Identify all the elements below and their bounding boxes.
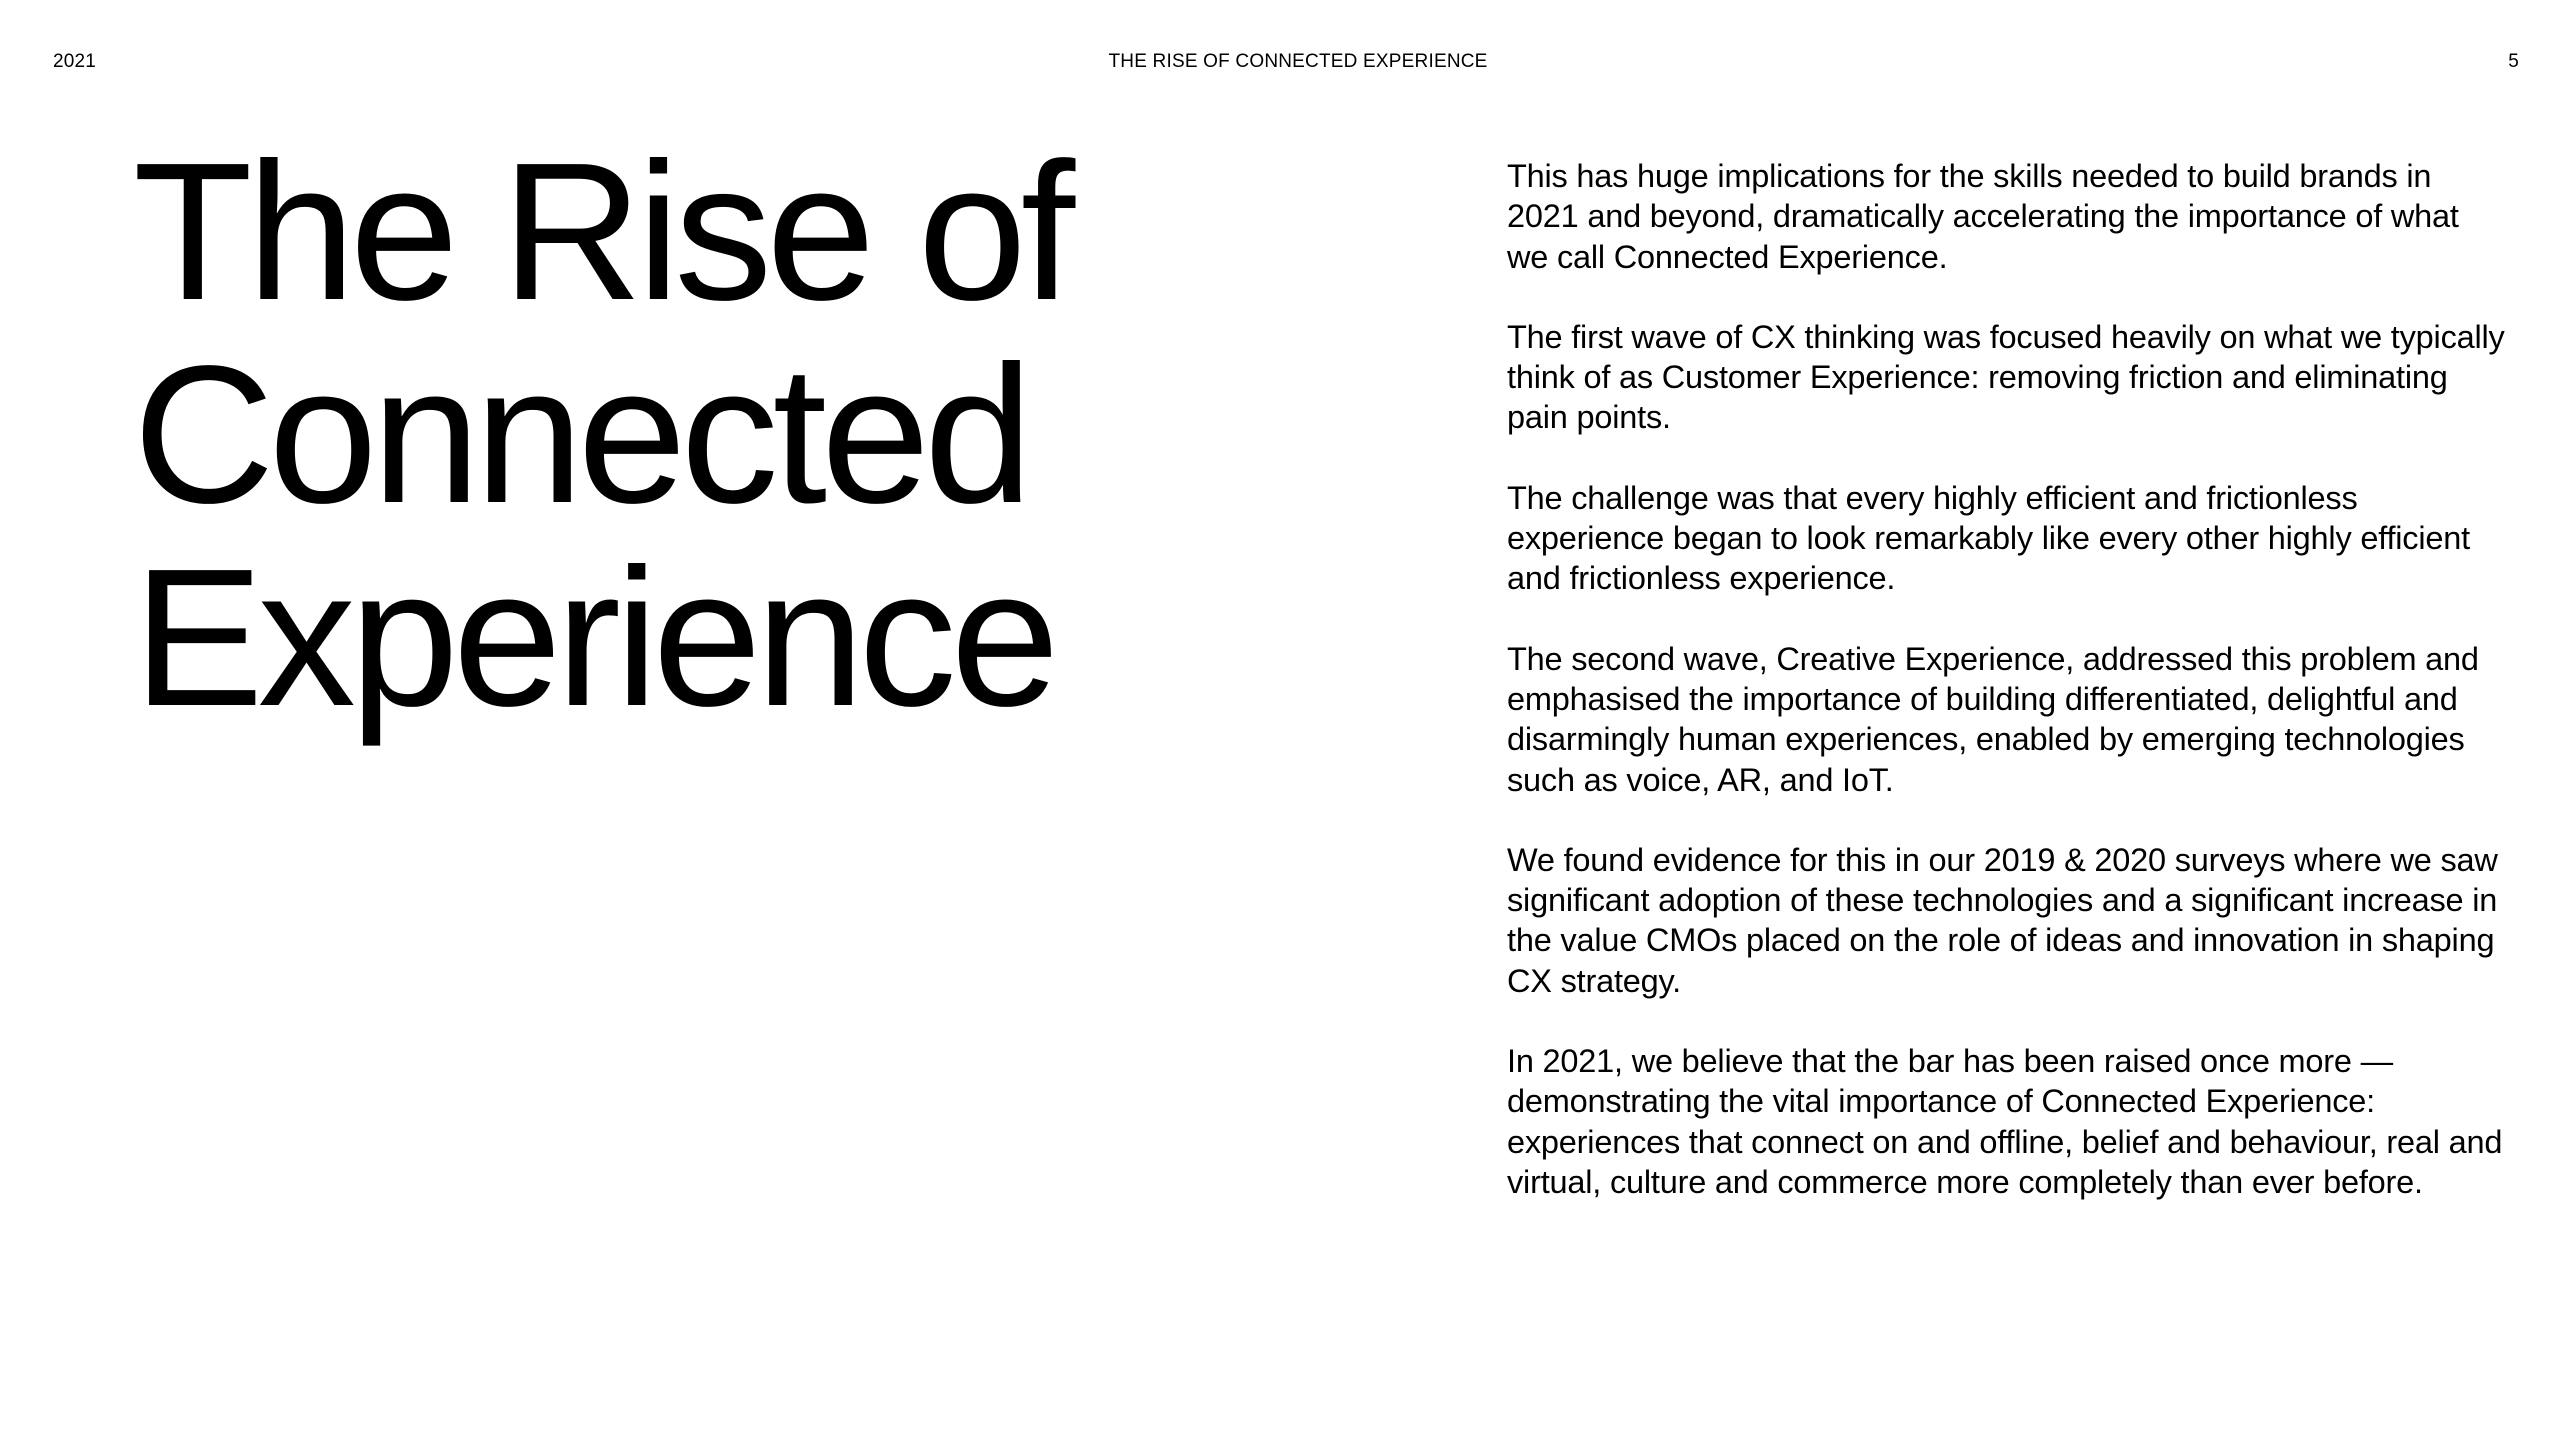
- title-line: Connected: [133, 325, 1028, 544]
- header-year: 2021: [53, 51, 97, 72]
- body-paragraph: The second wave, Creative Experience, addressed this problem and emphasised the importance of building differentiated, delightful and disarmingly human experiences, enabled by emerging technologies such as voice, AR, and IoT.: [1507, 640, 2479, 798]
- header-section-title: THE RISE OF CONNECTED EXPERIENCE: [1108, 51, 1488, 72]
- body-paragraph: In 2021, we believe that the bar has been raised once more — demonstrating the vital importance of Connected Experience: experiences that connect on and offline, belief and behaviour, real and virtual, culture and commerce more completely than ever before.: [1507, 1043, 2503, 1200]
- title-line: Experience: [133, 528, 1054, 747]
- body-paragraph: This has huge implications for the skills needed to build brands in 2021 and beyond, dramatically accelerating the importance of what we call Connected Experience.: [1507, 158, 2459, 275]
- body-copy: [1507, 156, 2507, 1242]
- body-paragraph: The challenge was that every highly efficient and frictionless experience began to look remarkably like every other highly efficient and frictionless experience.: [1507, 479, 2470, 597]
- page-title: [133, 122, 1433, 747]
- title-line: The Rise of: [133, 122, 1070, 341]
- page-number: 5: [2508, 51, 2519, 72]
- body-paragraph: We found evidence for this in our 2019 & 2020 surveys where we saw significant adoption of these technologies and a significant increase in the value CMOs placed on the role of ideas and innovation in shaping CX strategy.: [1507, 841, 2498, 999]
- page-header: [0, 48, 2560, 76]
- body-paragraph: The first wave of CX thinking was focused heavily on what we typically think of as Customer Experience: removing friction and eliminating pain points.: [1507, 318, 2505, 436]
